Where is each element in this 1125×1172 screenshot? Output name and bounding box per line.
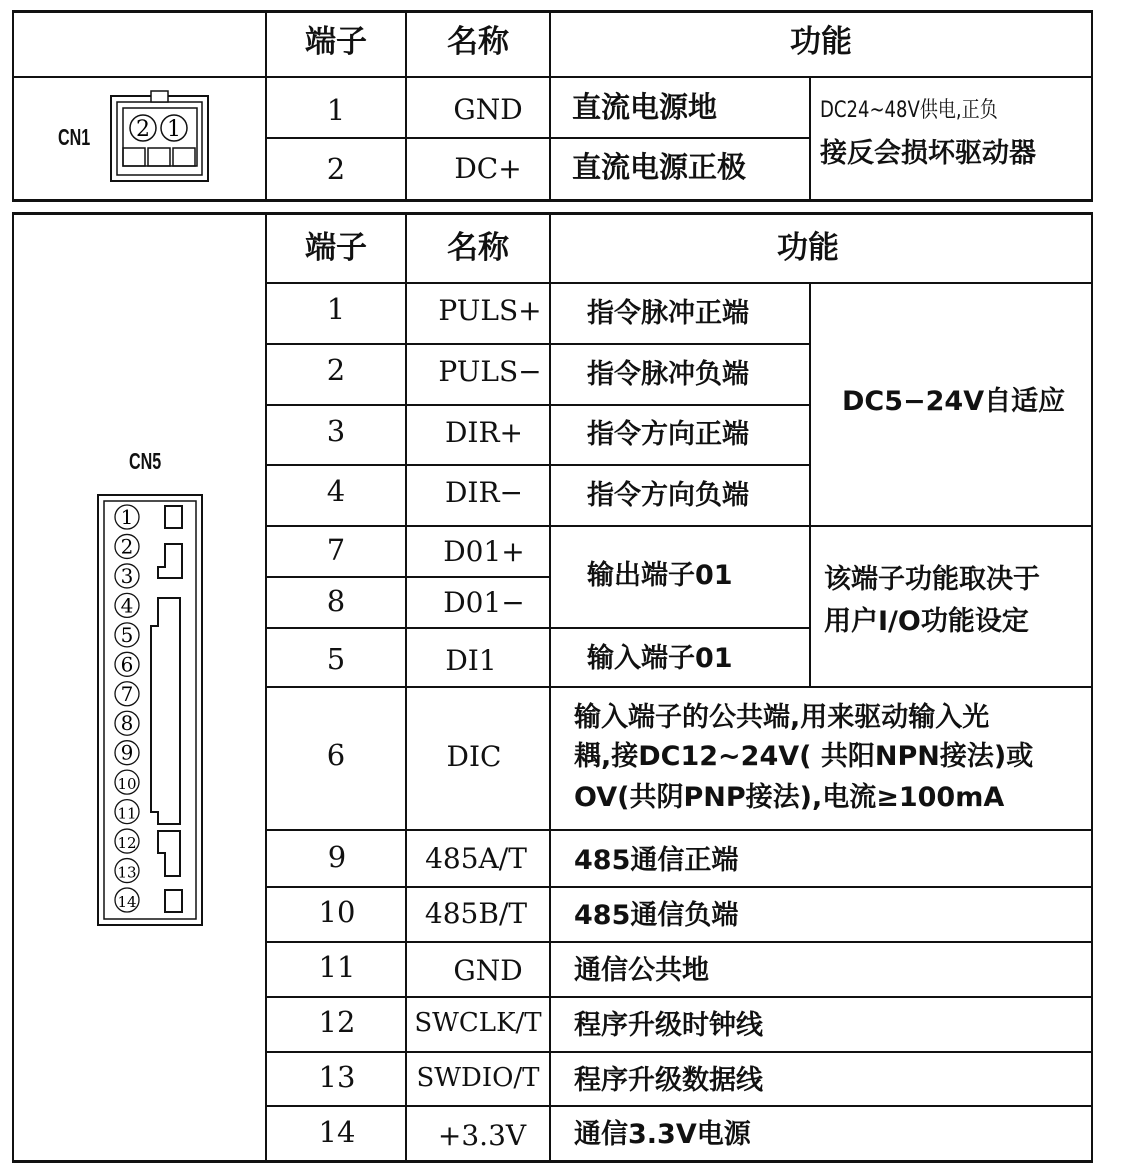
cn5-row-function: 指令方向负端 — [587, 480, 749, 511]
cn5-row-name: 485B/T — [424, 897, 528, 930]
cn1-label: CN1 — [58, 124, 91, 150]
cn5-row-name: +3.3V — [437, 1119, 527, 1152]
cn5-row-function: 485通信正端 — [574, 845, 739, 876]
cn5-pin-label: 1 — [120, 505, 134, 529]
cn5-pin-label: 8 — [120, 711, 134, 736]
cn5-group-note-io: 该端子功能取决于 — [824, 564, 1040, 595]
cn5-row-function-line: 耦,接DC12~24V( 共阳NPN接法)或 — [574, 741, 1034, 772]
cn5-pin-label: 4 — [120, 593, 134, 618]
cn5-row-function: 指令脉冲负端 — [587, 359, 749, 390]
cn5-row-function: 指令脉冲正端 — [587, 298, 749, 329]
cn5-connector-diagram — [97, 494, 203, 926]
cn1-pin-label: 2 — [136, 117, 150, 142]
cn5-group-note-io: 用户I/O功能设定 — [824, 606, 1029, 637]
cn5-row-name: SWDIO/T — [416, 1063, 540, 1093]
cn5-row-function: 通信3.3V电源 — [574, 1119, 751, 1150]
cn5-row-name: DIC — [446, 740, 502, 773]
cn5-row-name: DI1 — [445, 644, 497, 677]
cn5-pin-label: 13 — [117, 863, 137, 882]
cn1-row-function: 直流电源地 — [572, 90, 718, 124]
cn5-row-terminal: 3 — [326, 414, 346, 448]
cn5-row-function-line: 输入端子的公共端,用来驱动输入光 — [574, 702, 990, 733]
cn5-row-terminal: 8 — [326, 584, 346, 618]
cn5-row-terminal: 14 — [318, 1115, 356, 1149]
cn5-row-terminal: 11 — [318, 950, 356, 984]
cn1-pin-label: 1 — [167, 117, 181, 142]
cn5-row-function-line: OV(共阴PNP接法),电流≥100mA — [574, 782, 1005, 813]
cn5-row-name: PULS+ — [438, 294, 542, 327]
cn5-row-terminal: 1 — [326, 292, 346, 326]
cn5-row-function: 指令方向正端 — [587, 419, 749, 450]
cn5-group-note-dc: DC5−24V自适应 — [842, 386, 1066, 417]
cn5-row-name: GND — [453, 954, 523, 987]
cn5-row-function: 程序升级数据线 — [574, 1065, 763, 1096]
cn5-row-function: 通信公共地 — [574, 955, 709, 986]
cn1-note: 接反会损坏驱动器 — [820, 138, 1036, 169]
cn5-row-terminal: 6 — [326, 738, 346, 772]
cn5-row-name: DIR− — [444, 476, 524, 509]
cn1-row-name: DC+ — [454, 152, 522, 185]
cn1-header-function: 功能 — [790, 24, 852, 60]
cn5-header-name: 名称 — [447, 230, 509, 266]
cn5-pin-label: 6 — [120, 652, 134, 677]
cn5-row-terminal: 4 — [326, 474, 346, 508]
cn5-pin-label: 14 — [117, 893, 137, 911]
cn5-row-function: 输出端子01 — [587, 560, 733, 591]
cn5-row-function: 程序升级时钟线 — [574, 1010, 763, 1041]
cn5-header-function: 功能 — [777, 230, 839, 266]
cn5-row-name: D01+ — [443, 535, 525, 568]
cn5-row-terminal: 13 — [318, 1060, 356, 1094]
cn5-pin-label: 11 — [117, 804, 137, 823]
cn5-pin-label: 3 — [120, 563, 134, 588]
cn5-row-function: 输入端子01 — [587, 643, 733, 674]
cn5-row-name: DIR+ — [444, 416, 524, 449]
cn1-row-terminal: 1 — [326, 93, 346, 127]
cn1-note: DC24~48V供电,正负 — [820, 98, 998, 123]
cn5-pin-label: 2 — [120, 534, 134, 559]
cn5-row-terminal: 10 — [318, 895, 356, 929]
cn5-row-name: PULS− — [438, 355, 542, 388]
cn1-row-name: GND — [453, 93, 523, 126]
cn5-row-terminal: 9 — [327, 840, 347, 874]
cn1-connector-diagram — [110, 90, 210, 190]
cn1-header-name: 名称 — [447, 24, 509, 60]
cn5-label: CN5 — [129, 448, 162, 474]
cn5-row-name: D01− — [443, 586, 525, 619]
cn5-pin-label: 9 — [120, 740, 134, 765]
cn5-row-name: SWCLK/T — [414, 1008, 542, 1038]
cn5-row-name: 485A/T — [425, 842, 527, 875]
cn5-row-function: 485通信负端 — [574, 900, 739, 931]
cn5-row-terminal: 5 — [326, 642, 346, 676]
cn5-row-terminal: 2 — [326, 353, 346, 387]
cn5-pin-label: 12 — [117, 834, 137, 853]
cn1-row-terminal: 2 — [326, 152, 346, 186]
cn5-pin-label: 10 — [117, 775, 137, 794]
cn5-header-terminal: 端子 — [305, 230, 367, 266]
cn5-row-terminal: 7 — [326, 533, 346, 567]
cn5-pin-label: 7 — [120, 681, 134, 706]
cn5-row-terminal: 12 — [318, 1005, 356, 1039]
cn1-row-function: 直流电源正极 — [572, 150, 747, 184]
cn1-header-terminal: 端子 — [305, 24, 367, 60]
cn5-pin-label: 5 — [120, 622, 134, 647]
